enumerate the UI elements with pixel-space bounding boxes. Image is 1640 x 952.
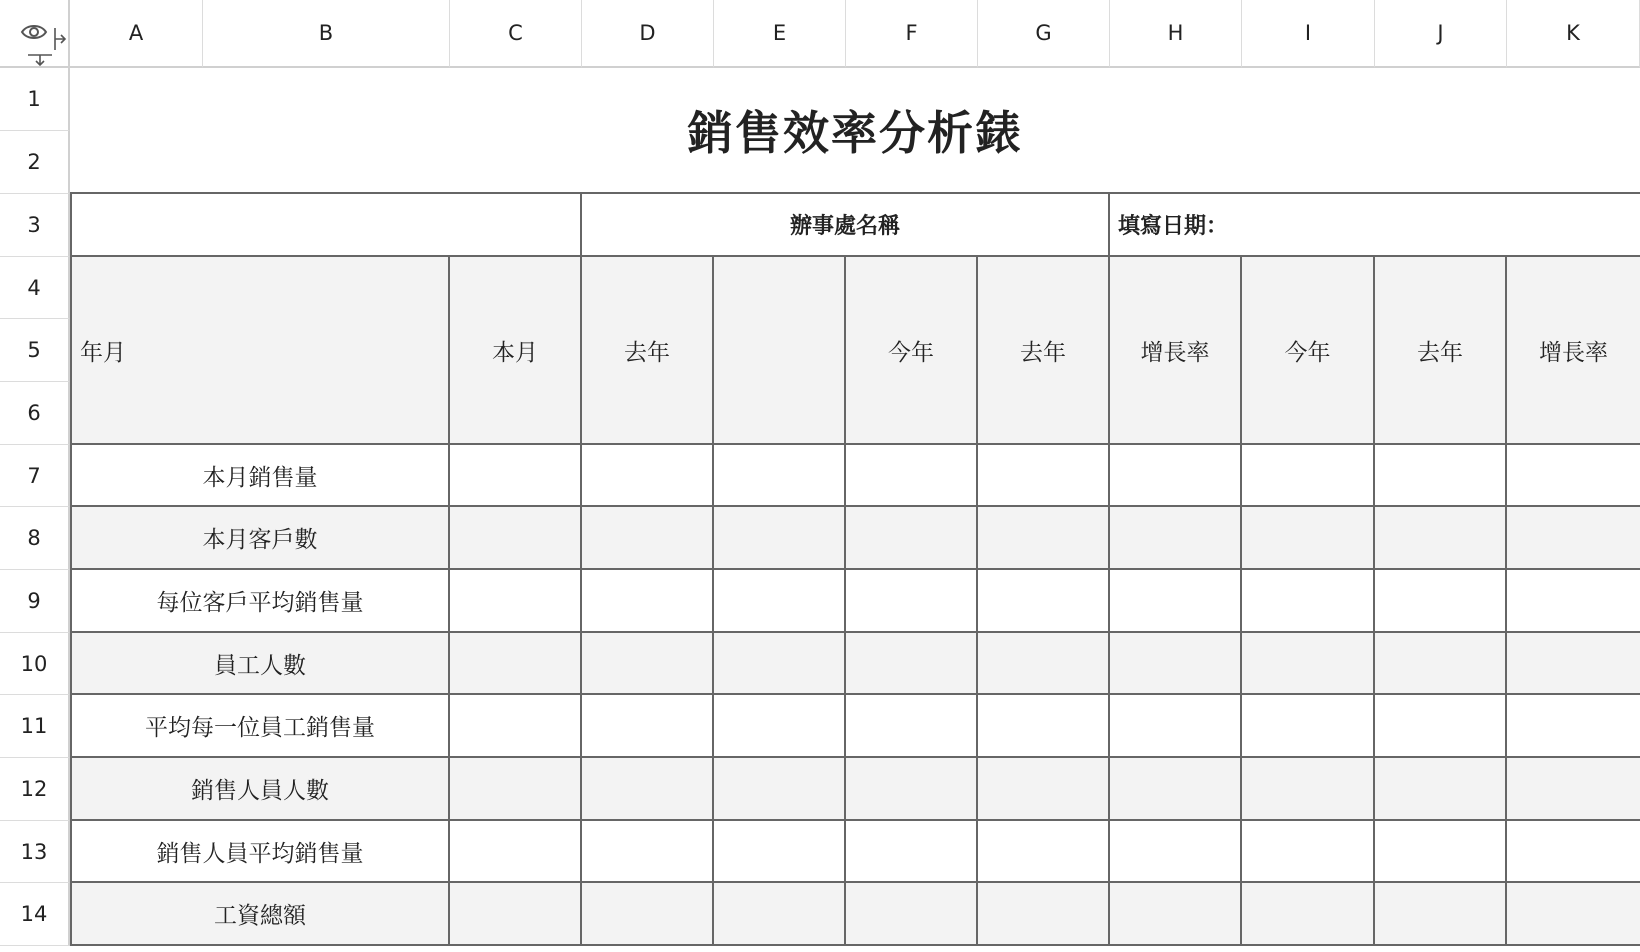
cell-e11[interactable] [714,695,846,758]
header-f-this-year[interactable]: 今年 [846,257,978,445]
cell-k8[interactable] [1507,507,1640,570]
cell-h11[interactable] [1110,695,1242,758]
header-i-this-year[interactable]: 今年 [1242,257,1375,445]
cell-g13[interactable] [978,821,1110,883]
header-this-month[interactable]: 本月 [450,257,582,445]
cell-g9[interactable] [978,570,1110,633]
cell-h14[interactable] [1110,883,1242,946]
cell-j10[interactable] [1375,633,1507,695]
cell-f9[interactable] [846,570,978,633]
cell-f14[interactable] [846,883,978,946]
cell-g14[interactable] [978,883,1110,946]
row-label-12[interactable]: 銷售人員人數 [70,758,450,821]
header-j-last-year[interactable]: 去年 [1375,257,1507,445]
cell-d7[interactable] [582,445,714,507]
header-e-blank[interactable] [714,257,846,445]
column-header-a[interactable]: A [70,0,203,68]
cell-d12[interactable] [582,758,714,821]
cell-i11[interactable] [1242,695,1375,758]
cell-d14[interactable] [582,883,714,946]
cell-d9[interactable] [582,570,714,633]
cell-f10[interactable] [846,633,978,695]
row-header-4[interactable]: 4 [0,257,70,319]
cell-i8[interactable] [1242,507,1375,570]
cell-h7[interactable] [1110,445,1242,507]
cell-i7[interactable] [1242,445,1375,507]
column-header-d[interactable]: D [582,0,714,68]
row-label-10[interactable]: 員工人數 [70,633,450,695]
row-header-14[interactable]: 14 [0,883,70,946]
eye-icon[interactable] [20,22,48,42]
cell-f13[interactable] [846,821,978,883]
cell-c10[interactable] [450,633,582,695]
row-header-7[interactable]: 7 [0,445,70,507]
cell-e9[interactable] [714,570,846,633]
column-header-e[interactable]: E [714,0,846,68]
cell-e14[interactable] [714,883,846,946]
cell-j11[interactable] [1375,695,1507,758]
cell-k11[interactable] [1507,695,1640,758]
header-year-month[interactable]: 年月 [70,257,450,445]
column-header-g[interactable]: G [978,0,1110,68]
cell-g10[interactable] [978,633,1110,695]
cell-i10[interactable] [1242,633,1375,695]
cell-g7[interactable] [978,445,1110,507]
cell-c9[interactable] [450,570,582,633]
row-label-13[interactable]: 銷售人員平均銷售量 [70,821,450,883]
cell-d10[interactable] [582,633,714,695]
cell-h12[interactable] [1110,758,1242,821]
cell-e12[interactable] [714,758,846,821]
cell-f8[interactable] [846,507,978,570]
row-header-1[interactable]: 1 [0,68,70,131]
cell-e7[interactable] [714,445,846,507]
cell-k13[interactable] [1507,821,1640,883]
cell-j12[interactable] [1375,758,1507,821]
row-label-14[interactable]: 工資總額 [70,883,450,946]
cell-i12[interactable] [1242,758,1375,821]
column-header-j[interactable]: J [1375,0,1507,68]
cell-j7[interactable] [1375,445,1507,507]
cell-j14[interactable] [1375,883,1507,946]
row-header-6[interactable]: 6 [0,382,70,445]
cell-g12[interactable] [978,758,1110,821]
header-g-last-year[interactable]: 去年 [978,257,1110,445]
cell-e8[interactable] [714,507,846,570]
cell-e13[interactable] [714,821,846,883]
cell-j13[interactable] [1375,821,1507,883]
cell-k12[interactable] [1507,758,1640,821]
row-label-7[interactable]: 本月銷售量 [70,445,450,507]
fill-date-label[interactable]: 填寫日期： [1110,194,1640,257]
cell-h8[interactable] [1110,507,1242,570]
cell-c12[interactable] [450,758,582,821]
cell-h9[interactable] [1110,570,1242,633]
row-header-12[interactable]: 12 [0,758,70,821]
cell-f7[interactable] [846,445,978,507]
header-d-last-year[interactable]: 去年 [582,257,714,445]
cell-k10[interactable] [1507,633,1640,695]
row-header-8[interactable]: 8 [0,507,70,570]
header-h-growth[interactable]: 增長率 [1110,257,1242,445]
row-label-8[interactable]: 本月客戶數 [70,507,450,570]
cell-c11[interactable] [450,695,582,758]
sheet-corner [0,0,70,68]
cell-k7[interactable] [1507,445,1640,507]
cell-i13[interactable] [1242,821,1375,883]
column-header-f[interactable]: F [846,0,978,68]
row-header-5[interactable]: 5 [0,319,70,382]
cell-d11[interactable] [582,695,714,758]
row-label-11[interactable]: 平均每一位員工銷售量 [70,695,450,758]
office-name-label[interactable]: 辦事處名稱 [582,194,1110,257]
cell-c13[interactable] [450,821,582,883]
cell-d13[interactable] [582,821,714,883]
cell-c8[interactable] [450,507,582,570]
row-header-13[interactable]: 13 [0,821,70,883]
column-header-h[interactable]: H [1110,0,1242,68]
cell-j9[interactable] [1375,570,1507,633]
row-header-9[interactable]: 9 [0,570,70,633]
cell-d8[interactable] [582,507,714,570]
row-header-3[interactable]: 3 [0,194,70,257]
cell-a3-c3[interactable] [70,194,582,257]
row-header-10[interactable]: 10 [0,633,70,695]
cell-j8[interactable] [1375,507,1507,570]
cell-e10[interactable] [714,633,846,695]
cell-c7[interactable] [450,445,582,507]
cell-g8[interactable] [978,507,1110,570]
row-label-9[interactable]: 每位客戶平均銷售量 [70,570,450,633]
cell-i14[interactable] [1242,883,1375,946]
cell-i9[interactable] [1242,570,1375,633]
cell-c14[interactable] [450,883,582,946]
sheet-title[interactable]: 銷售效率分析錶 [70,68,1640,194]
row-header-11[interactable]: 11 [0,695,70,758]
cell-h13[interactable] [1110,821,1242,883]
cell-k14[interactable] [1507,883,1640,946]
cell-f11[interactable] [846,695,978,758]
column-header-k[interactable]: K [1507,0,1640,68]
cell-h10[interactable] [1110,633,1242,695]
column-header-i[interactable]: I [1242,0,1375,68]
column-header-c[interactable]: C [450,0,582,68]
cell-k9[interactable] [1507,570,1640,633]
column-header-b[interactable]: B [203,0,450,68]
cell-f12[interactable] [846,758,978,821]
cell-g11[interactable] [978,695,1110,758]
row-header-2[interactable]: 2 [0,131,70,194]
header-k-growth[interactable]: 增長率 [1507,257,1640,445]
